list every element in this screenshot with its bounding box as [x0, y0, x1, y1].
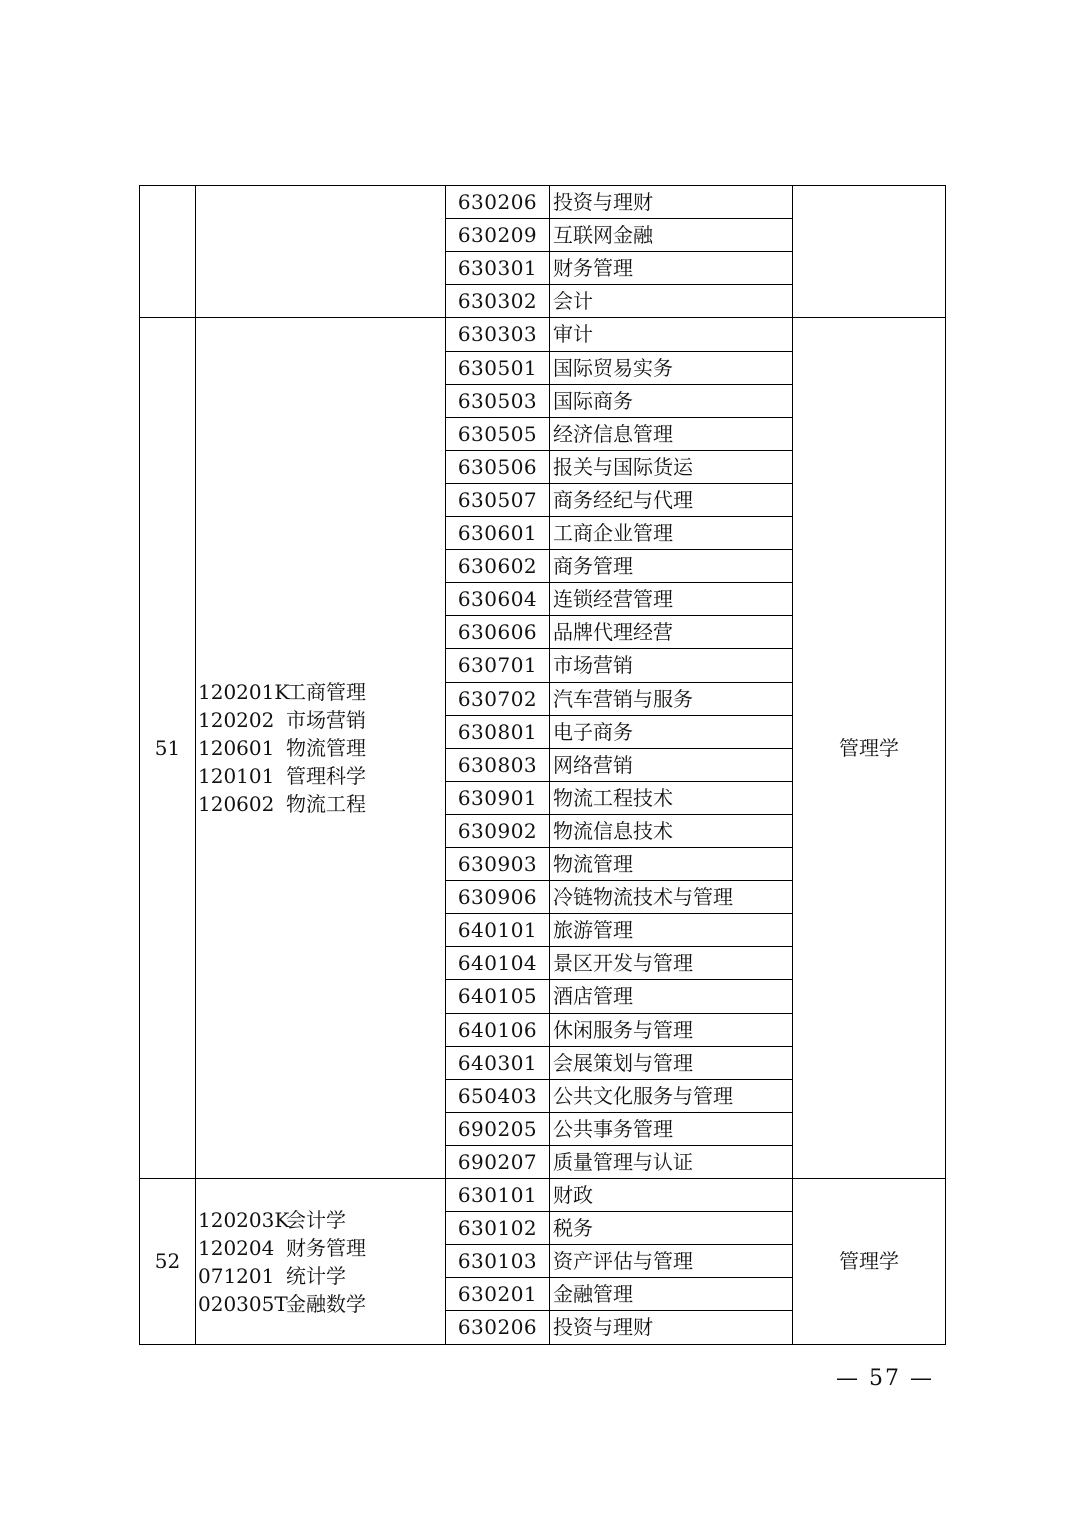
undergrad-major-name: 工商管理 — [286, 680, 366, 704]
vocational-major-name: 投资与理财 — [550, 1311, 793, 1345]
vocational-major-code: 630604 — [446, 583, 550, 616]
vocational-major-code: 630503 — [446, 385, 550, 418]
vocational-major-name: 财政 — [550, 1179, 793, 1212]
vocational-major-name: 国际贸易实务 — [550, 352, 793, 385]
vocational-major-name: 金融管理 — [550, 1278, 793, 1311]
vocational-major-code: 630903 — [446, 848, 550, 881]
undergrad-major — [198, 1234, 445, 1262]
undergrad-major-code: 120601 — [198, 736, 275, 760]
vocational-major-code: 630505 — [446, 418, 550, 451]
undergrad-major-code: 120101 — [198, 764, 275, 788]
vocational-major-code: 630701 — [446, 649, 550, 683]
discipline-category-cell — [793, 186, 946, 318]
vocational-major-name: 财务管理 — [550, 252, 793, 285]
vocational-major-code: 650403 — [446, 1080, 550, 1113]
undergrad-major-code: 120201K — [198, 680, 290, 704]
page-number: — 57 — — [836, 1366, 934, 1391]
vocational-major-name: 市场营销 — [550, 649, 793, 683]
vocational-major-code: 640101 — [446, 914, 550, 947]
vocational-major-name: 报关与国际货运 — [550, 451, 793, 484]
vocational-major-code: 630103 — [446, 1245, 550, 1278]
group-number-cell — [140, 186, 196, 318]
vocational-major-name: 工商企业管理 — [550, 517, 793, 550]
vocational-major-name: 物流信息技术 — [550, 815, 793, 848]
undergrad-major — [198, 762, 445, 790]
undergrad-major-name: 会计学 — [286, 1207, 346, 1232]
vocational-major-name: 汽车营销与服务 — [550, 683, 793, 716]
vocational-major-name: 景区开发与管理 — [550, 947, 793, 980]
vocational-major-code: 630801 — [446, 716, 550, 749]
undergrad-major — [198, 678, 445, 706]
vocational-major-code: 630209 — [446, 219, 550, 252]
vocational-major-code: 630303 — [446, 318, 550, 352]
vocational-major-code: 630506 — [446, 451, 550, 484]
vocational-major-name: 会计 — [550, 285, 793, 318]
vocational-major-code: 630102 — [446, 1212, 550, 1245]
vocational-major-name: 连锁经营管理 — [550, 583, 793, 616]
vocational-major-code: 640105 — [446, 980, 550, 1014]
vocational-major-code: 690205 — [446, 1113, 550, 1146]
undergrad-major — [198, 1262, 445, 1290]
undergrad-major — [198, 1206, 445, 1234]
vocational-major-name: 物流管理 — [550, 848, 793, 881]
vocational-major-code: 630206 — [446, 186, 550, 219]
undergrad-major-name: 财务管理 — [286, 1235, 366, 1260]
undergrad-major-name: 物流管理 — [286, 736, 366, 760]
group-number-cell: 51 — [140, 318, 196, 1179]
undergrad-majors-cell — [196, 1179, 446, 1345]
vocational-major-name: 公共事务管理 — [550, 1113, 793, 1146]
vocational-major-code: 630501 — [446, 352, 550, 385]
vocational-major-name: 国际商务 — [550, 385, 793, 418]
undergrad-major-code: 120204 — [198, 1235, 275, 1260]
vocational-major-code: 630301 — [446, 252, 550, 285]
vocational-major-code: 630302 — [446, 285, 550, 318]
discipline-category-cell: 管理学 — [793, 318, 946, 1179]
vocational-major-name: 投资与理财 — [550, 186, 793, 219]
vocational-major-code: 640104 — [446, 947, 550, 980]
vocational-major-code: 630201 — [446, 1278, 550, 1311]
undergrad-major-code: 120602 — [198, 792, 275, 816]
vocational-major-name: 会展策划与管理 — [550, 1047, 793, 1080]
undergrad-major — [198, 706, 445, 734]
vocational-major-code: 630803 — [446, 749, 550, 782]
undergrad-major-name: 管理科学 — [286, 764, 366, 788]
undergrad-majors-cell — [196, 186, 446, 318]
vocational-major-name: 冷链物流技术与管理 — [550, 881, 793, 914]
undergrad-major — [198, 1290, 445, 1318]
vocational-major-name: 酒店管理 — [550, 980, 793, 1014]
undergrad-major-name: 金融数学 — [286, 1291, 366, 1316]
undergrad-major-name: 物流工程 — [286, 792, 366, 816]
undergrad-majors-cell — [196, 318, 446, 1179]
vocational-major-name: 旅游管理 — [550, 914, 793, 947]
vocational-major-code: 640106 — [446, 1014, 550, 1047]
vocational-major-name: 税务 — [550, 1212, 793, 1245]
undergrad-major-code: 071201 — [198, 1263, 275, 1288]
vocational-major-code: 640301 — [446, 1047, 550, 1080]
undergrad-major-name: 统计学 — [286, 1263, 346, 1288]
vocational-major-code: 630702 — [446, 683, 550, 716]
vocational-major-code: 630606 — [446, 616, 550, 649]
vocational-major-code: 630906 — [446, 881, 550, 914]
vocational-major-code: 630507 — [446, 484, 550, 517]
undergrad-major-code: 120202 — [198, 708, 275, 732]
vocational-major-name: 审计 — [550, 318, 793, 352]
discipline-category-cell: 管理学 — [793, 1179, 946, 1345]
group-number-cell: 52 — [140, 1179, 196, 1345]
vocational-major-name: 电子商务 — [550, 716, 793, 749]
vocational-major-code: 630602 — [446, 550, 550, 583]
vocational-major-name: 质量管理与认证 — [550, 1146, 793, 1179]
vocational-major-name: 资产评估与管理 — [550, 1245, 793, 1278]
vocational-major-code: 630101 — [446, 1179, 550, 1212]
vocational-major-code: 630902 — [446, 815, 550, 848]
undergrad-major — [198, 734, 445, 762]
vocational-major-name: 商务经纪与代理 — [550, 484, 793, 517]
vocational-major-name: 经济信息管理 — [550, 418, 793, 451]
vocational-major-code: 630901 — [446, 782, 550, 815]
undergrad-major-code: 020305T — [198, 1291, 288, 1316]
vocational-major-name: 网络营销 — [550, 749, 793, 782]
vocational-major-name: 公共文化服务与管理 — [550, 1080, 793, 1113]
undergrad-major-name: 市场营销 — [286, 708, 366, 732]
vocational-major-name: 互联网金融 — [550, 219, 793, 252]
vocational-major-code: 690207 — [446, 1146, 550, 1179]
major-table — [139, 185, 946, 1345]
vocational-major-name: 物流工程技术 — [550, 782, 793, 815]
vocational-major-name: 休闲服务与管理 — [550, 1014, 793, 1047]
undergrad-major-code: 120203K — [198, 1207, 290, 1232]
vocational-major-name: 商务管理 — [550, 550, 793, 583]
vocational-major-code: 630206 — [446, 1311, 550, 1345]
vocational-major-code: 630601 — [446, 517, 550, 550]
vocational-major-name: 品牌代理经营 — [550, 616, 793, 649]
undergrad-major — [198, 790, 445, 818]
